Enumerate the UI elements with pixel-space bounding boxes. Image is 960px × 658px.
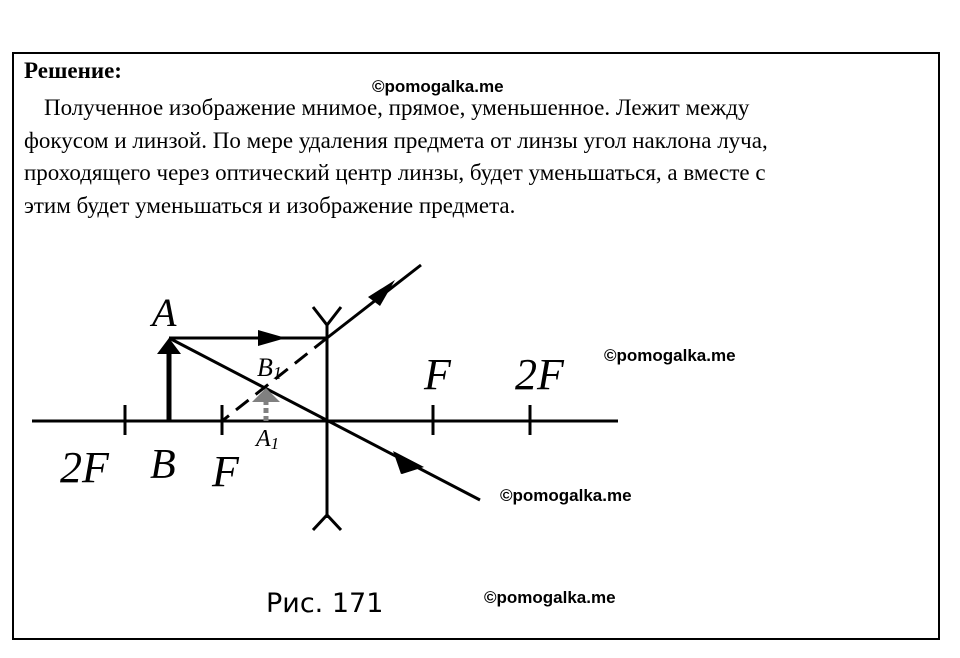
watermark: ©pomogalka.me — [500, 486, 632, 505]
solution-line-3: проходящего через оптический центр линзы, будет уменьшаться, а вместе с — [24, 160, 766, 185]
solution-heading: Решение: — [24, 58, 122, 83]
label-image-top: B1 — [257, 353, 282, 383]
solution-line-1: Полученное изображение мнимое, прямое, уменьшенное. Лежит между — [44, 95, 750, 120]
label-object-base: B — [150, 442, 176, 488]
label-object-top: A — [152, 290, 177, 335]
label-right-2f: 2F — [515, 350, 564, 399]
figure-caption: Рис. 171 — [266, 588, 384, 619]
parallel-ray-arrowhead — [258, 330, 286, 346]
diverging-lens — [313, 307, 341, 530]
watermark: ©pomogalka.me — [372, 77, 504, 96]
watermark: ©pomogalka.me — [484, 588, 616, 607]
solution-line-2: фокусом и линзой. По мере удаления предмета от линзы угол наклона луча, — [24, 127, 768, 153]
object-arrow — [157, 338, 181, 421]
label-right-f: F — [424, 350, 451, 399]
label-left-2f: 2F — [60, 443, 109, 492]
label-left-f: F — [212, 447, 239, 496]
solution-line-4: этим будет уменьшаться и изображение предмета. — [24, 192, 516, 218]
watermark: ©pomogalka.me — [604, 346, 736, 365]
label-image-base: A1 — [256, 426, 280, 453]
